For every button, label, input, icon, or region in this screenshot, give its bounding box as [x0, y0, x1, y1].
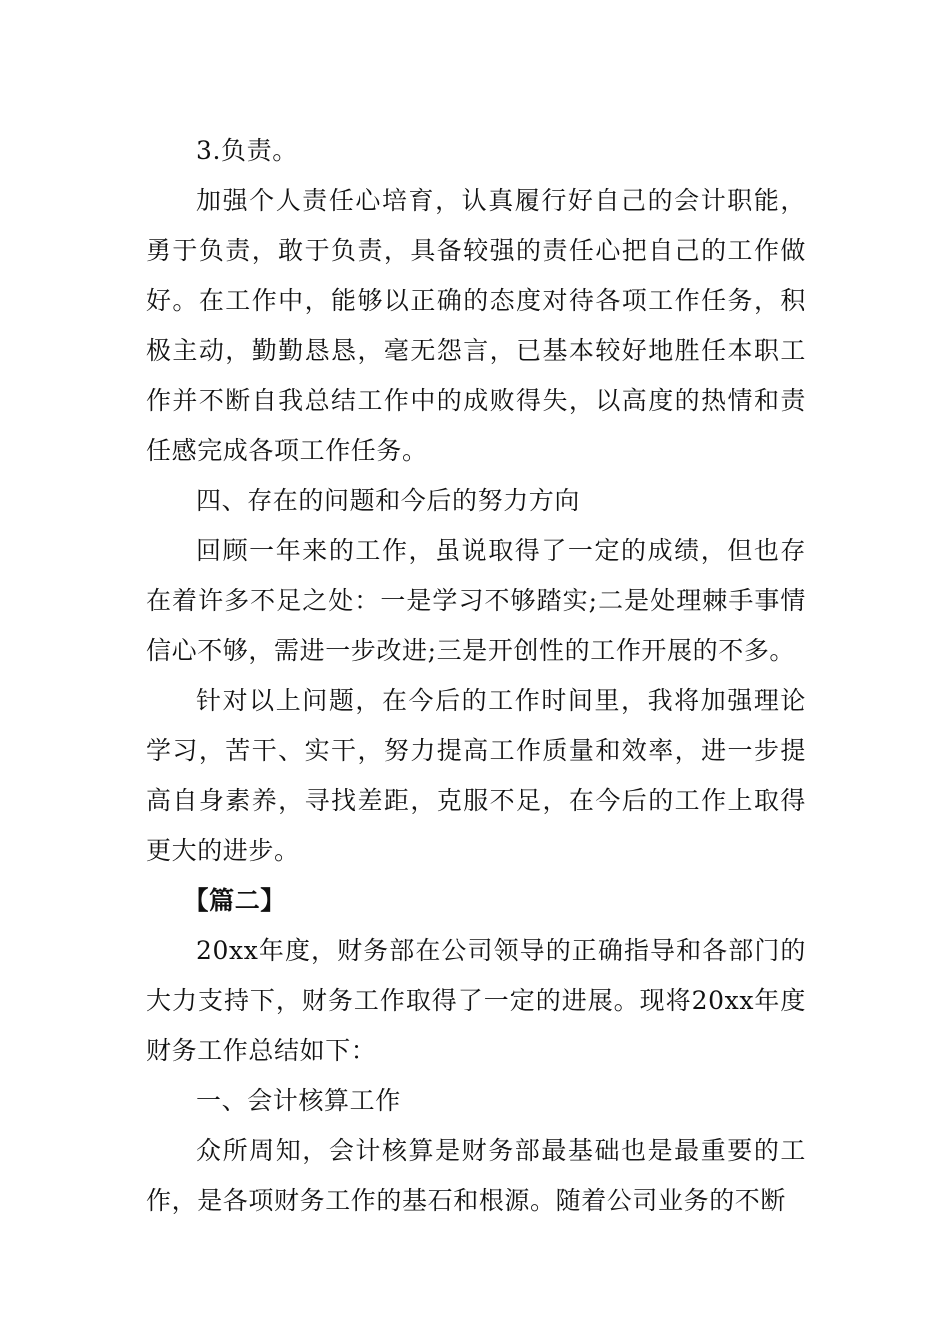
item-3-heading: 3.负责。 [196, 136, 298, 165]
part-two-label: 【篇二】 [183, 886, 286, 915]
review-paragraph: 回顾一年来的工作，虽说取得了一定的成绩，但也存在着许多不足之处：一是学习不够踏实;二是处理棘手事情信心不够，需进一步改进;三是开创性的工作开展的不多。 [146, 536, 806, 665]
responsibility-paragraph: 加强个人责任心培育，认真履行好自己的会计职能，勇于负责，敢于负责，具备较强的责任心把自己的工作做好。在工作中，能够以正确的态度对待各项工作任务，积极主动，勤勤恳恳，毫无怨言，已基本较好地胜任本职工作并不断自我总结工作中的成败得失，以高度的热情和责任感完成各项工作任务。 [146, 186, 806, 465]
intro-paragraph: 20xx年度，财务部在公司领导的正确指导和各部门的大力支持下，财务工作取得了一定的进展。现将20xx年度财务工作总结如下： [146, 936, 806, 1065]
document-body [146, 126, 806, 1226]
section-4-heading: 四、存在的问题和今后的努力方向 [196, 486, 581, 515]
accounting-paragraph: 众所周知，会计核算是财务部最基础也是最重要的工作，是各项财务工作的基石和根源。随着公司业务的不断 [146, 1136, 806, 1215]
improvement-paragraph: 针对以上问题，在今后的工作时间里，我将加强理论学习，苦干、实干，努力提高工作质量和效率，进一步提高自身素养，寻找差距，克服不足，在今后的工作上取得更大的进步。 [146, 686, 806, 865]
accounting-heading: 一、会计核算工作 [196, 1086, 401, 1115]
